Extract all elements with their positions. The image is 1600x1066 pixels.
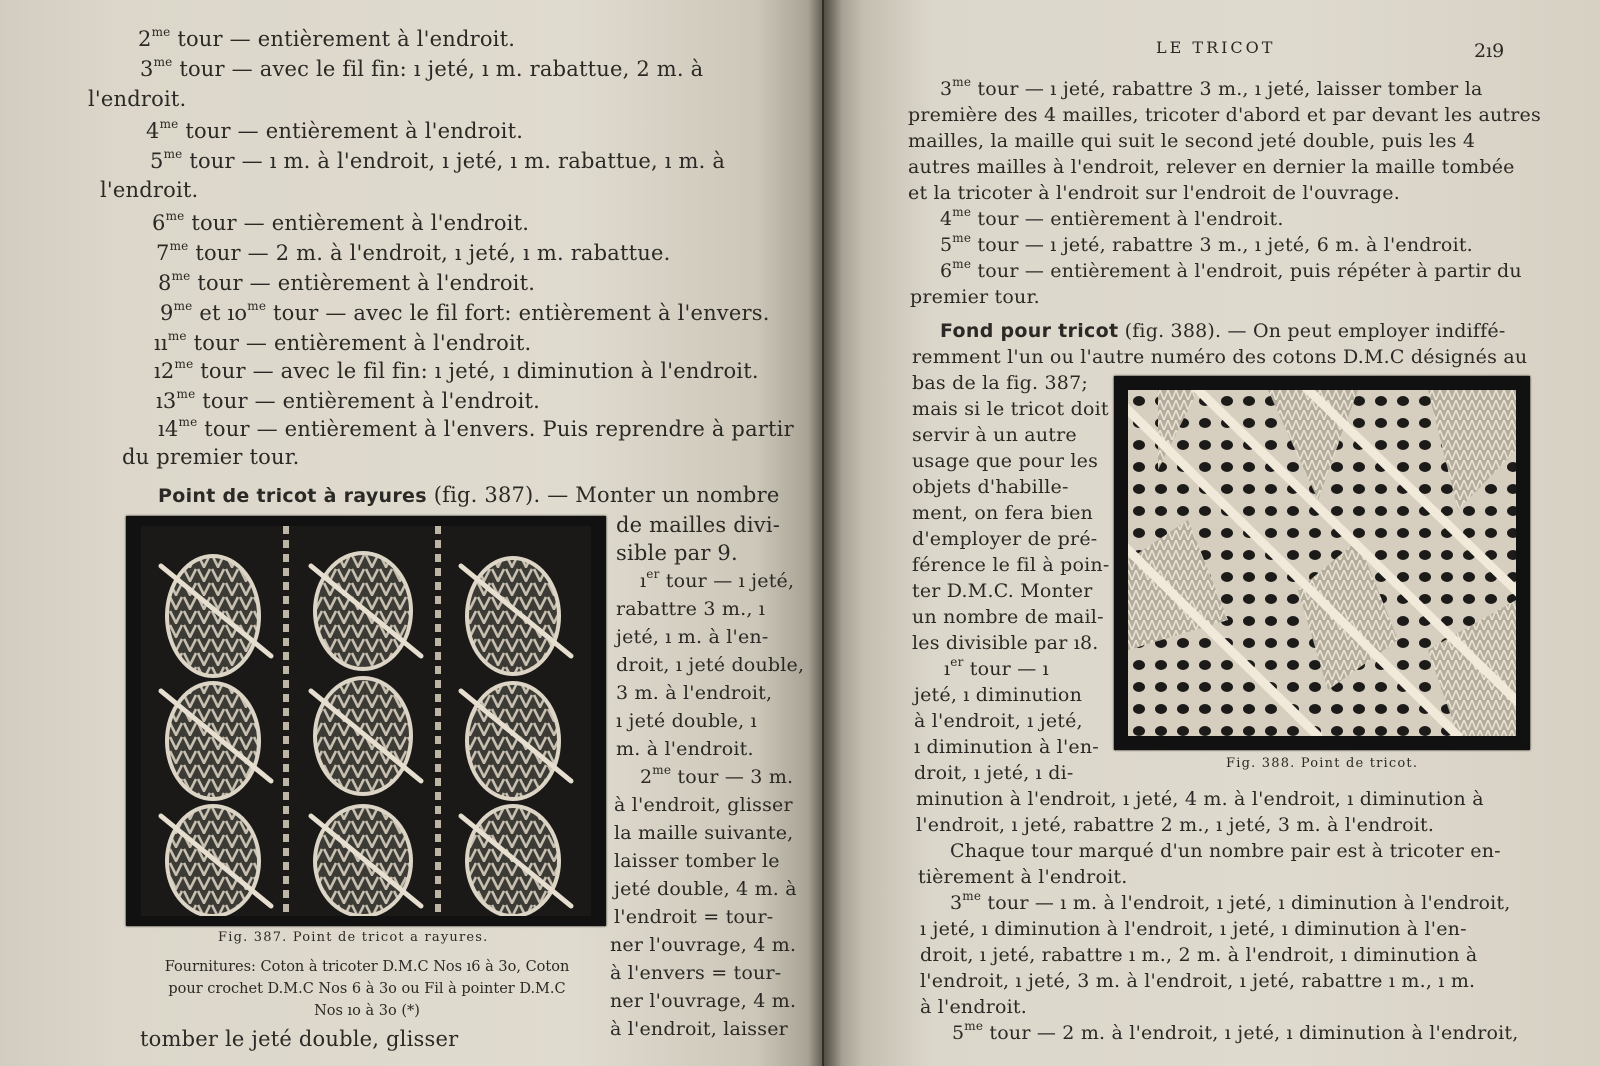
text-line: d'employer de pré- xyxy=(912,528,1098,550)
section-heading-line: Fond pour tricot (fig. 388). — On peut employer indiffé- xyxy=(940,320,1506,342)
text-line: $2^{me}$ tour — 3 m. xyxy=(640,763,794,788)
text-line: l'endroit, ı jeté, 3 m. à l'endroit, ı jeté, rabattre ı m., ı m. xyxy=(920,970,1476,992)
text-line: minution à l'endroit, ı jeté, 4 m. à l'endroit, ı diminution à xyxy=(916,788,1484,810)
text-line: objets d'habille- xyxy=(912,476,1069,498)
text-line: $3^{me}$ tour — ı m. à l'endroit, ı jeté, ı diminution à l'endroit, xyxy=(950,889,1511,914)
text-line: $5^{me}$ tour — 2 m. à l'endroit, ı jeté, ı diminution à l'endroit, xyxy=(952,1019,1519,1044)
text-line: mailles, la maille qui suit le second jeté double, puis les 4 xyxy=(908,130,1476,152)
text-line: premier tour. xyxy=(910,286,1040,308)
text-line: de mailles divi- xyxy=(616,513,781,537)
text-line: $ıı^{me}$ tour — entièrement à l'endroit. xyxy=(154,329,532,355)
figure-387-caption: Fig. 387. Point de tricot a rayures. xyxy=(218,930,489,945)
fournitures-note: Fournitures: Coton à tricoter D.M.C Nos ı6 à 3o, Coton pour crochet D.M.C Nos 6 à 3o ou Fil à pointer D.M.C Nos ıo à 3o (*) xyxy=(164,959,570,1019)
text-line: bas de la fig. 387; xyxy=(912,372,1088,394)
text-line: à l'endroit, glisser xyxy=(614,794,793,816)
text-line: $6^{me}$ tour — entièrement à l'endroit. xyxy=(152,209,530,235)
text-line: $ı2^{me}$ tour — avec le fil fin: ı jeté, ı diminution à l'endroit. xyxy=(154,357,759,383)
text-line: $4^{me}$ tour — entièrement à l'endroit. xyxy=(940,205,1284,230)
text-line: m. à l'endroit. xyxy=(616,738,754,760)
text-line: 3 m. à l'endroit, xyxy=(616,682,773,704)
text-line: l'endroit. xyxy=(88,87,187,111)
text-line: droit, ı jeté, ı di- xyxy=(914,762,1074,784)
text-line: l'endroit. xyxy=(100,178,199,202)
text-line: $ı4^{me}$ tour — entièrement à l'envers. Puis reprendre à partir xyxy=(158,415,794,441)
text-line: ter D.M.C. Monter xyxy=(912,580,1093,602)
right-page xyxy=(824,0,1600,1066)
figure-388-knit-swatch-photo xyxy=(1114,376,1530,750)
text-line: à l'envers = tour- xyxy=(610,962,782,984)
section-title: Fond pour tricot xyxy=(940,320,1119,342)
text-line: $2^{me}$ tour — entièrement à l'endroit. xyxy=(138,25,516,51)
text-line: ı jeté double, ı xyxy=(616,710,757,732)
text-line: ment, on fera bien xyxy=(912,502,1093,524)
text-line: autres mailles à l'endroit, relever en dernier la maille tombée xyxy=(908,156,1515,178)
text-line: jeté, ı diminution xyxy=(914,684,1083,706)
knit-pattern-graphic xyxy=(141,526,591,916)
text-line: jeté double, 4 m. à xyxy=(614,878,797,900)
text-line: $6^{me}$ tour — entièrement à l'endroit, puis répéter à partir du xyxy=(940,257,1522,282)
text-line: Chaque tour marqué d'un nombre pair est à tricoter en- xyxy=(950,840,1501,862)
text-line: ner l'ouvrage, 4 m. xyxy=(610,990,797,1012)
text-line: les divisible par ı8. xyxy=(912,632,1099,654)
text-line: $7^{me}$ tour — 2 m. à l'endroit, ı jeté, ı m. rabattue. xyxy=(156,239,671,265)
text-line: à l'endroit, ı jeté, xyxy=(914,710,1083,732)
running-head: LE TRICOT xyxy=(1156,38,1276,57)
text-line: un nombre de mail- xyxy=(912,606,1104,628)
text-line: usage que pour les xyxy=(912,450,1099,472)
text-line: droit, ı jeté, rabattre ı m., 2 m. à l'endroit, ı diminution à xyxy=(920,944,1478,966)
text-line: $ı^{er}$ tour — ı jeté, xyxy=(640,567,795,592)
text-line: $8^{me}$ tour — entièrement à l'endroit. xyxy=(158,269,536,295)
text-line: ı diminution à l'en- xyxy=(914,736,1099,758)
text-line: mais si le tricot doit xyxy=(912,398,1109,420)
text-line: ı jeté, ı diminution à l'endroit, ı jeté, ı diminution à l'en- xyxy=(920,918,1467,940)
text-line: rabattre 3 m., ı xyxy=(616,598,766,620)
section-title: Point de tricot à rayures xyxy=(158,485,427,507)
text-line: à l'endroit, laisser xyxy=(610,1018,788,1040)
text-line: l'endroit, ı jeté, rabattre 2 m., ı jeté, 3 m. à l'endroit. xyxy=(916,814,1435,836)
text-line: tomber le jeté double, glisser xyxy=(140,1027,459,1051)
text-line: jeté, ı m. à l'en- xyxy=(616,626,769,648)
text-line: $ı^{er}$ tour — ı xyxy=(944,655,1049,680)
text-line: $5^{me}$ tour — ı m. à l'endroit, ı jeté, ı m. rabattue, ı m. à xyxy=(150,147,726,173)
knit-pattern-graphic xyxy=(1128,390,1516,736)
text-line: à l'endroit. xyxy=(920,996,1027,1018)
text-line: $4^{me}$ tour — entièrement à l'endroit. xyxy=(146,117,524,143)
text-line: remment l'un ou l'autre numéro des cotons D.M.C désignés au xyxy=(912,346,1528,368)
text-line: férence le fil à poin- xyxy=(912,554,1110,576)
text-line: du premier tour. xyxy=(122,445,300,469)
figure-387-knit-swatch-photo xyxy=(126,516,606,926)
text-line: $ı3^{me}$ tour — entièrement à l'endroit. xyxy=(156,387,541,413)
book-gutter-shadow xyxy=(808,0,842,1066)
text-line: tièrement à l'endroit. xyxy=(918,866,1128,888)
text-line: $5^{me}$ tour — ı jeté, rabattre 3 m., ı jeté, 6 m. à l'endroit. xyxy=(940,231,1473,256)
text-line: droit, ı jeté double, xyxy=(616,654,805,676)
page-number: 2ı9 xyxy=(1474,40,1505,62)
text-line: ner l'ouvrage, 4 m. xyxy=(610,934,797,956)
text-line: $3^{me}$ tour — avec le fil fin: ı jeté, ı m. rabattue, 2 m. à xyxy=(140,55,704,81)
text-line: la maille suivante, xyxy=(614,822,794,844)
text-line: sible par 9. xyxy=(616,541,738,565)
text-line: $9^{me}$ et $ıo^{me}$ tour — avec le fil fort: entièrement à l'envers. xyxy=(160,299,770,325)
text-line: laisser tomber le xyxy=(614,850,780,872)
figure-388-caption: Fig. 388. Point de tricot. xyxy=(1226,756,1419,771)
text-line: servir à un autre xyxy=(912,424,1077,446)
text-line: et la tricoter à l'endroit sur l'endroit de l'ouvrage. xyxy=(908,182,1400,204)
text-line: $3^{me}$ tour — ı jeté, rabattre 3 m., ı jeté, laisser tomber la xyxy=(940,75,1483,100)
text-line: première des 4 mailles, tricoter d'abord et par devant les autres xyxy=(908,104,1541,126)
section-heading-line: Point de tricot à rayures (fig. 387). — Monter un nombre xyxy=(158,483,780,507)
text-line: l'endroit = tour- xyxy=(614,906,774,928)
